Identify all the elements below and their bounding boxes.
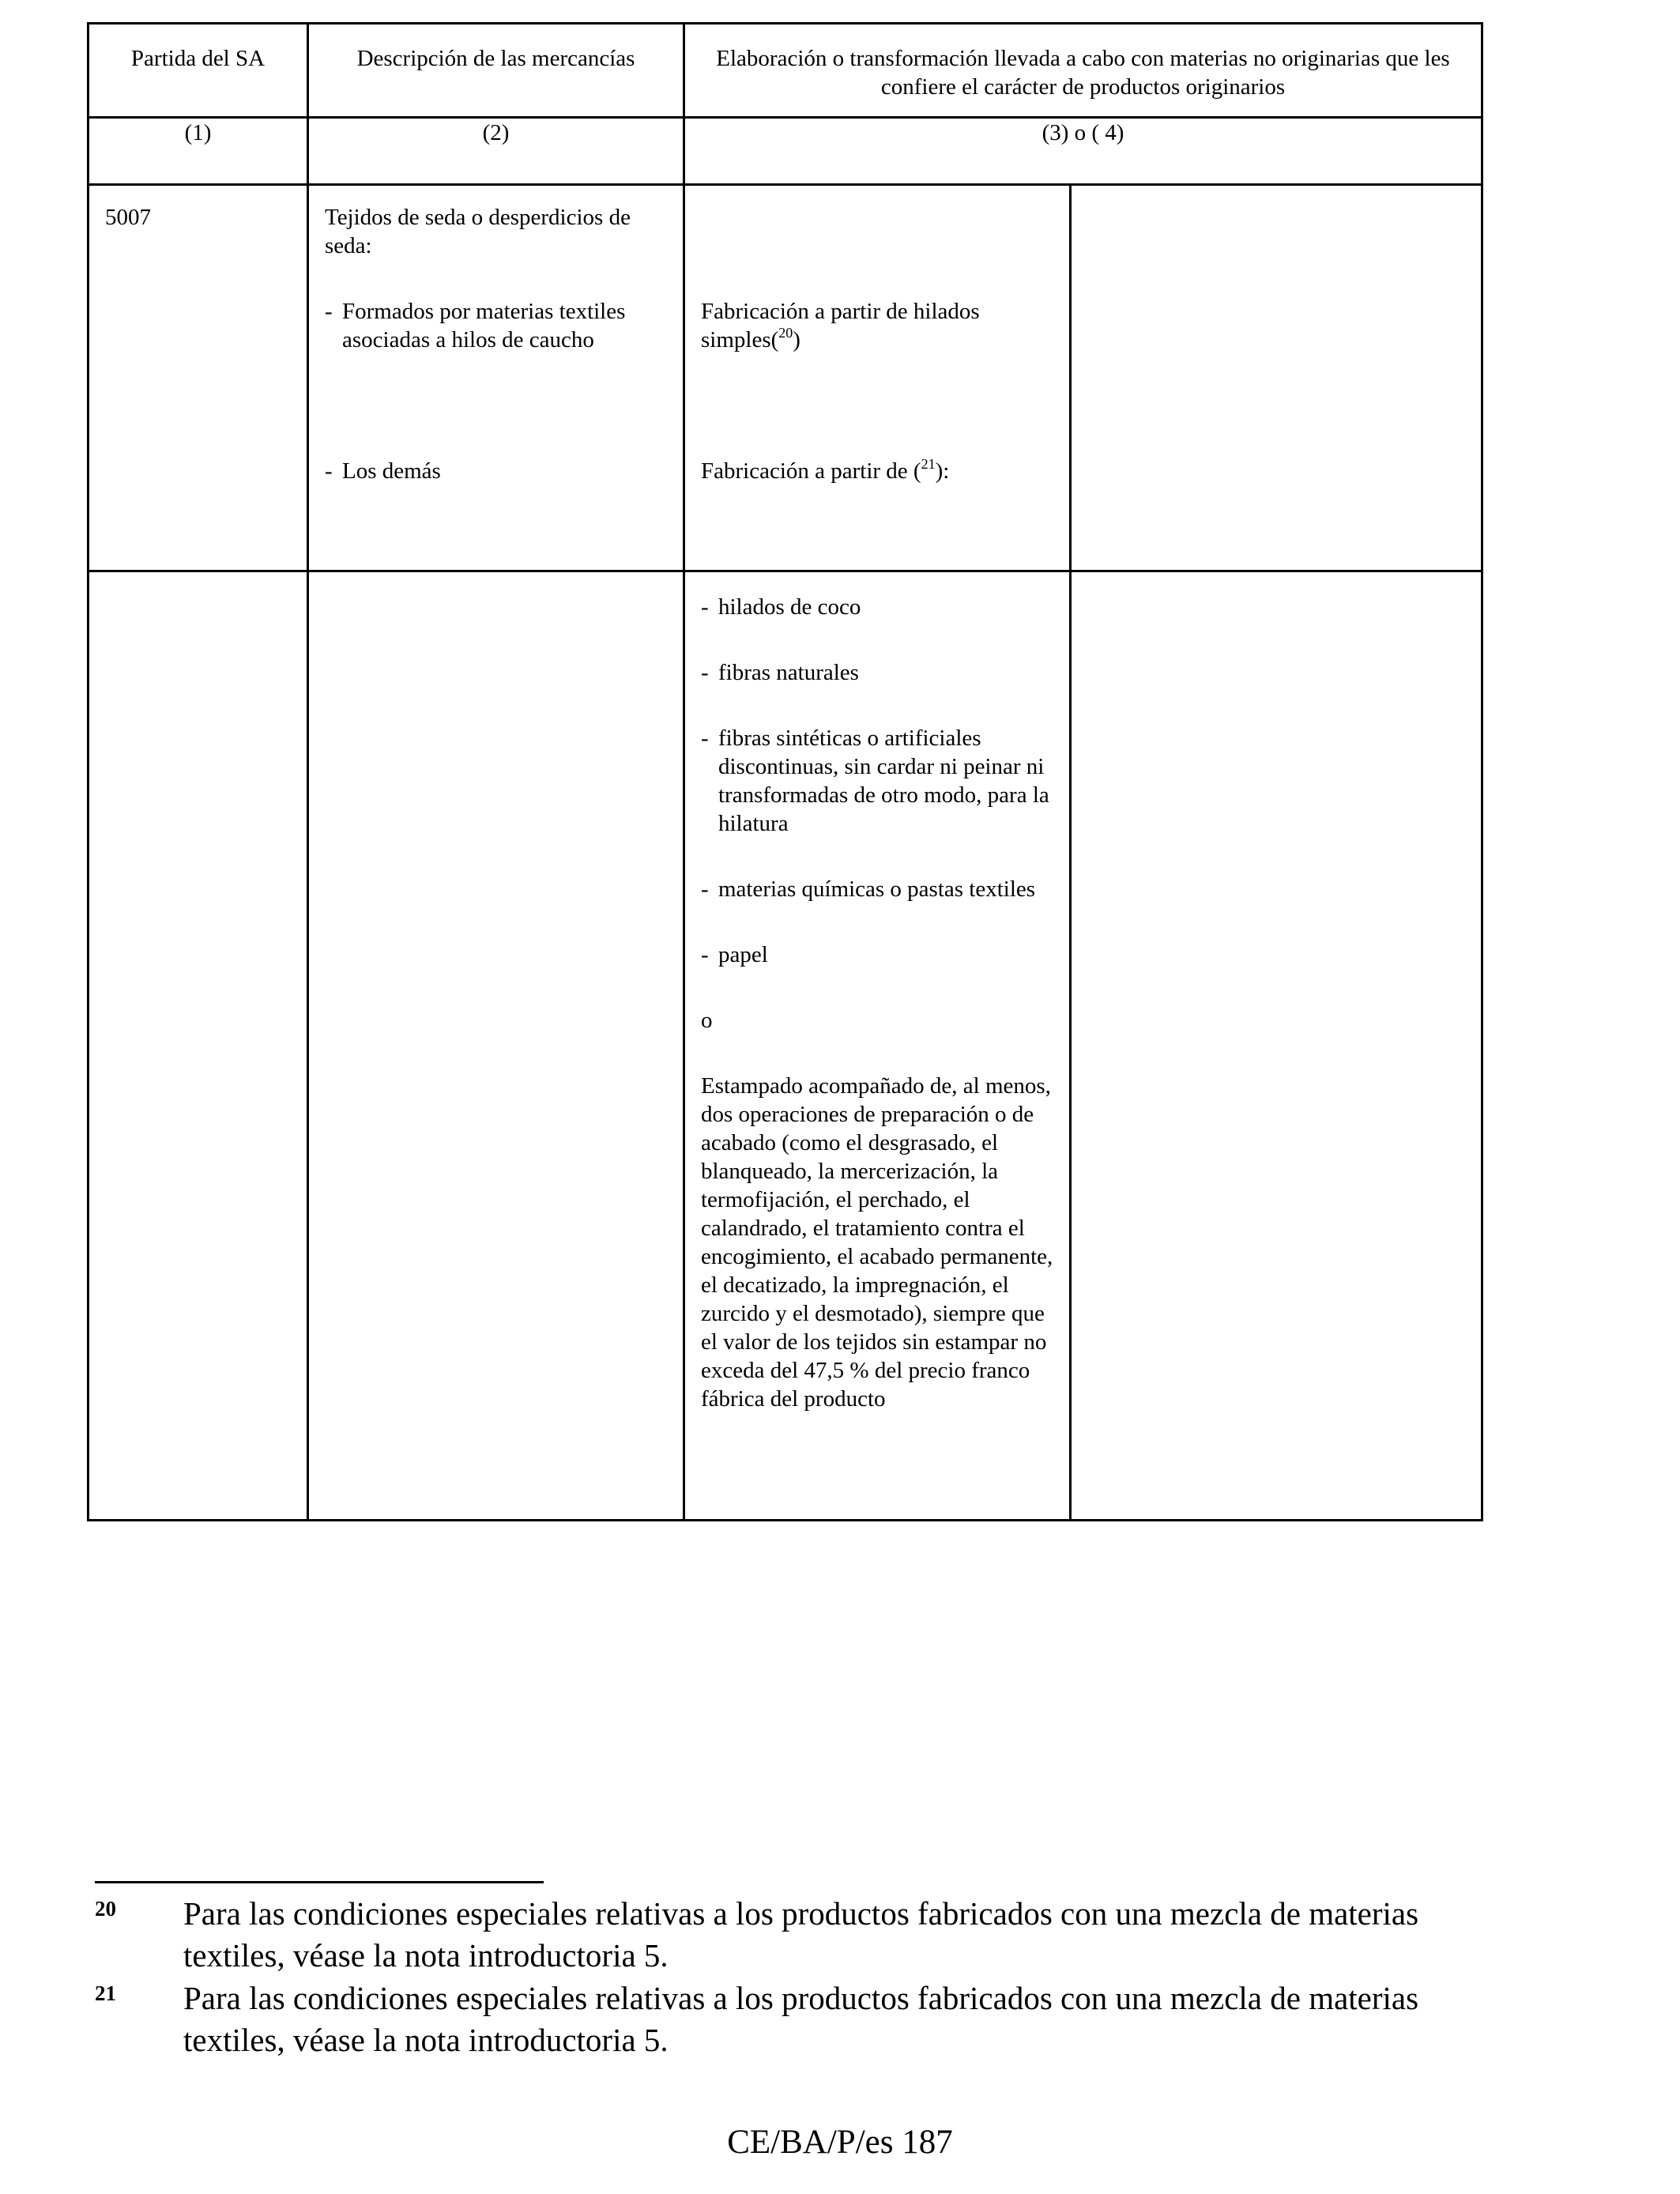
list-item bbox=[325, 457, 669, 485]
printing-rule: Estampado acompañado de, al menos, dos operaciones de preparación o de acabado (como el desgrasado, el blanqueado, la mercerización, la termofijación, el perchado, el calandrado, el tratamiento contra el encogimiento, el acabado permanente, el decatizado, la impregnación, el zurcido y el desmotado), siempre que el valor de los tejidos sin estampar no exceda del 47,5 % del precio franco fábrica del producto bbox=[701, 1073, 1053, 1412]
footnote-ref-21[interactable]: 21 bbox=[921, 456, 936, 472]
footnote-ref-20[interactable]: 20 bbox=[778, 325, 793, 341]
header-row bbox=[89, 24, 1482, 118]
hs-code-cell bbox=[89, 185, 308, 571]
rule-other-text: Fabricación a partir de ( bbox=[701, 458, 921, 484]
header-cell-processing bbox=[684, 24, 1482, 118]
list-item bbox=[701, 941, 1055, 969]
footnote-separator bbox=[95, 1881, 544, 1883]
table-row bbox=[89, 185, 1482, 571]
dash-marker: - bbox=[325, 458, 333, 484]
column-number-3-4: (3) o ( 4) bbox=[684, 118, 1482, 185]
empty-cell bbox=[1071, 571, 1482, 1521]
column-number-1: (1) bbox=[89, 118, 308, 185]
material-item: hilados de coco bbox=[718, 594, 861, 620]
header-cell-description bbox=[308, 24, 684, 118]
footnote-number: 20 bbox=[95, 1897, 116, 1921]
footnote-number: 21 bbox=[95, 1981, 116, 2005]
column-number-2: (2) bbox=[308, 118, 684, 185]
list-item bbox=[701, 593, 1055, 621]
description-item-rubber: Formados por materias textiles asociadas a hilos de caucho bbox=[342, 299, 626, 352]
footnote-text: Para las condiciones especiales relativas a los productos fabricados con una mezcla de materias textiles, véase la nota introductoria 5. bbox=[183, 1895, 1419, 1973]
list-item bbox=[325, 297, 669, 354]
rule-other bbox=[701, 457, 1055, 485]
origin-rules-table bbox=[87, 22, 1483, 1521]
rule-rubber-yarns bbox=[701, 297, 1055, 354]
list-item bbox=[701, 658, 1055, 687]
rule-other-end: ): bbox=[935, 458, 950, 484]
empty-cell bbox=[1071, 185, 1482, 571]
description-item-other: Los demás bbox=[342, 458, 441, 484]
dash-marker: - bbox=[701, 660, 709, 685]
footnote-21 bbox=[95, 1977, 1486, 2061]
rule-cell bbox=[684, 185, 1071, 571]
header-hs-heading: Partida del SA bbox=[130, 46, 266, 71]
material-item: fibras sintéticas o artificiales discontinuas, sin cardar ni peinar ni transformadas de otro modo, para la hilatura bbox=[718, 726, 1049, 836]
material-item: materias químicas o pastas textiles bbox=[718, 876, 1036, 902]
footnote-20 bbox=[95, 1893, 1486, 1977]
dash-marker: - bbox=[701, 726, 709, 751]
header-cell-hs-heading bbox=[89, 24, 308, 118]
rule-materials-cell bbox=[684, 571, 1071, 1521]
material-item: fibras naturales bbox=[718, 660, 859, 685]
empty-cell bbox=[308, 571, 684, 1521]
empty-cell bbox=[89, 571, 308, 1521]
dash-marker: - bbox=[325, 299, 333, 324]
or-separator: o bbox=[701, 1008, 713, 1033]
list-item bbox=[701, 875, 1055, 903]
header-processing: Elaboración o transformación llevada a cabo con materias no originarias que les confiere el carácter de productos originarios bbox=[716, 46, 1450, 100]
hs-code: 5007 bbox=[105, 205, 151, 230]
dash-marker: - bbox=[701, 876, 709, 902]
dash-marker: - bbox=[701, 942, 709, 967]
rule-rubber-end: ) bbox=[793, 327, 800, 352]
description-cell bbox=[308, 185, 684, 571]
footnote-text: Para las condiciones especiales relativas a los productos fabricados con una mezcla de materias textiles, véase la nota introductoria 5. bbox=[183, 1980, 1419, 2058]
page-number: CE/BA/P/es 187 bbox=[727, 2124, 953, 2161]
list-item bbox=[701, 724, 1055, 838]
dash-marker: - bbox=[701, 594, 709, 620]
rule-rubber-text: Fabricación a partir de hilados simples( bbox=[701, 299, 980, 352]
material-item: papel bbox=[718, 942, 768, 967]
table-row bbox=[89, 571, 1482, 1521]
description-title: Tejidos de seda o desperdicios de seda: bbox=[325, 205, 631, 258]
column-number-row bbox=[89, 118, 1482, 185]
header-description: Descripción de las mercancías bbox=[356, 46, 635, 71]
